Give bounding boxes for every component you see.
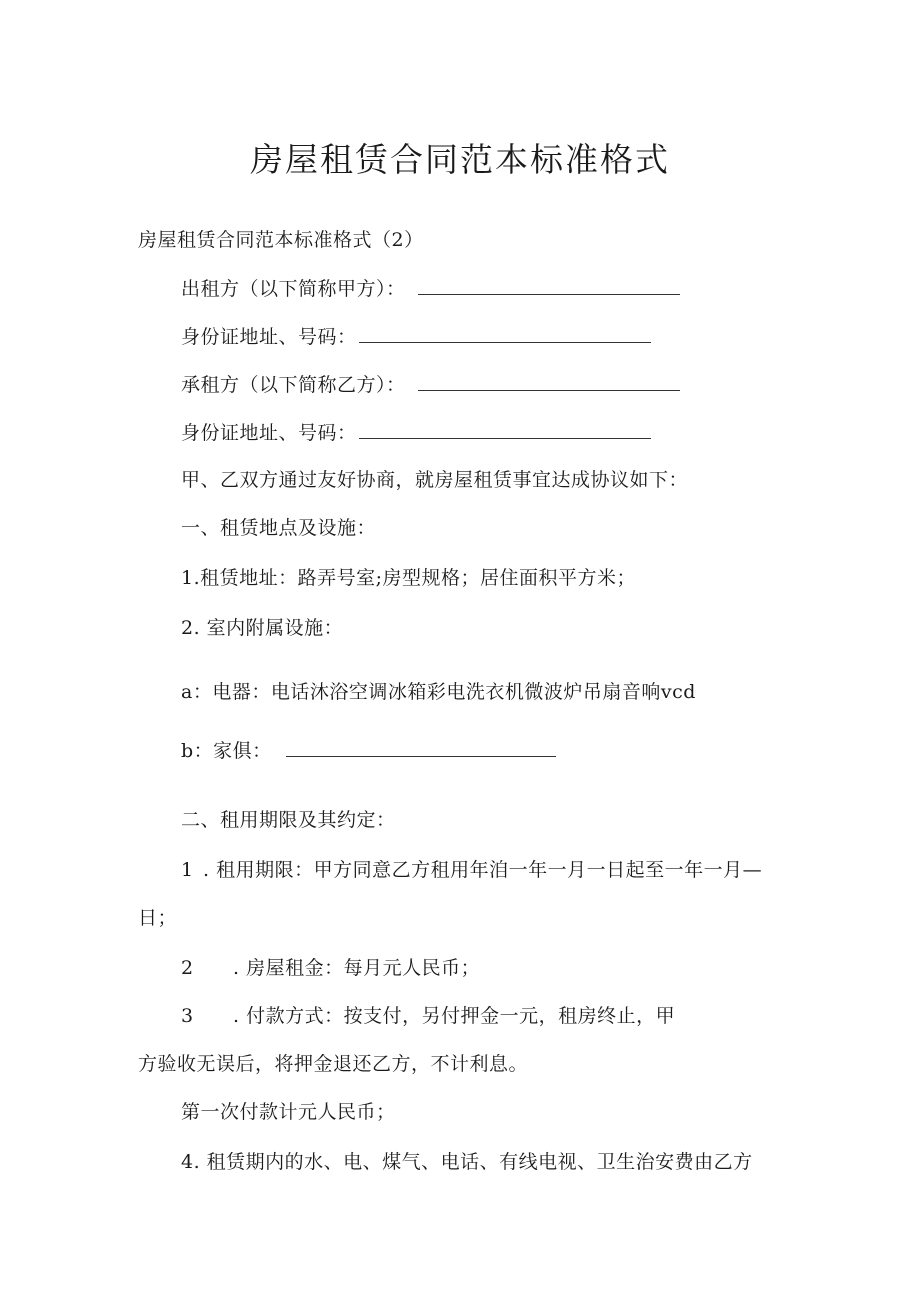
lessee-id-blank <box>359 420 651 439</box>
lessee-label: 承租方（以下简称乙方）： <box>181 374 406 396</box>
item-2-4: 4. 租赁期内的水、电、煤气、电话、有线电视、卫生治安费由乙方 <box>181 1151 753 1173</box>
item-2-1 <box>181 858 762 882</box>
item-2-3 <box>181 1004 675 1028</box>
lessor-label: 出租方（以下简称甲方）： <box>181 278 406 300</box>
item-2-3-continuation: 方验收无误后，将押金退还乙方，不计利息。 <box>138 1053 529 1075</box>
section1-heading: 一、租赁地点及设施： <box>181 517 377 539</box>
lessor-blank <box>418 276 680 295</box>
lessee-id-line <box>181 420 651 445</box>
item-2-1-text: . 租用期限：甲方同意乙方租用年洎一年一月一日起至一年一月— <box>203 859 763 881</box>
document-subtitle: 房屋租赁合同范本标准格式（2） <box>138 229 424 251</box>
lessor-id-blank <box>359 324 651 343</box>
item-2-3-text: . 付款方式：按支付，另付押金一元，租房终止，甲 <box>233 1005 676 1027</box>
item-a-appliances: a：电器：电话沐浴空调冰箱彩电洗衣机微波炉吊扇音响vcd <box>181 681 696 703</box>
lessor-id-line <box>181 324 651 349</box>
first-payment: 第一次付款计元人民币； <box>181 1101 396 1123</box>
intro-paragraph: 甲、乙双方通过友好协商，就房屋租赁事宜达成协议如下： <box>181 469 689 491</box>
item-2-3-number: 3 <box>181 1005 194 1027</box>
lessee-id-label: 身份证地址、号码： <box>181 422 357 444</box>
item-1-1: 1.租赁地址：路弄号室;房型规格；居住面积平方米； <box>181 567 637 589</box>
item-2-1-continuation: 日； <box>138 907 178 929</box>
item-2-2 <box>181 956 480 980</box>
item-2-1-number: 1 <box>181 859 194 881</box>
item-2-2-text: . 房屋租金：每月元人民币； <box>233 957 481 979</box>
section2-heading: 二、租用期限及其约定： <box>181 809 396 831</box>
lessor-id-label: 身份证地址、号码： <box>181 326 357 348</box>
lessee-line <box>181 372 680 397</box>
document-title: 房屋租赁合同范本标准格式 <box>250 140 670 179</box>
item-1-2: 2. 室内附属设施： <box>181 617 344 639</box>
lessee-blank <box>418 372 680 391</box>
item-b-line <box>181 738 556 763</box>
item-2-2-number: 2 <box>181 957 194 979</box>
lessor-line <box>181 276 680 301</box>
item-b-label: b：家俱： <box>181 740 272 762</box>
furniture-blank <box>286 738 556 757</box>
